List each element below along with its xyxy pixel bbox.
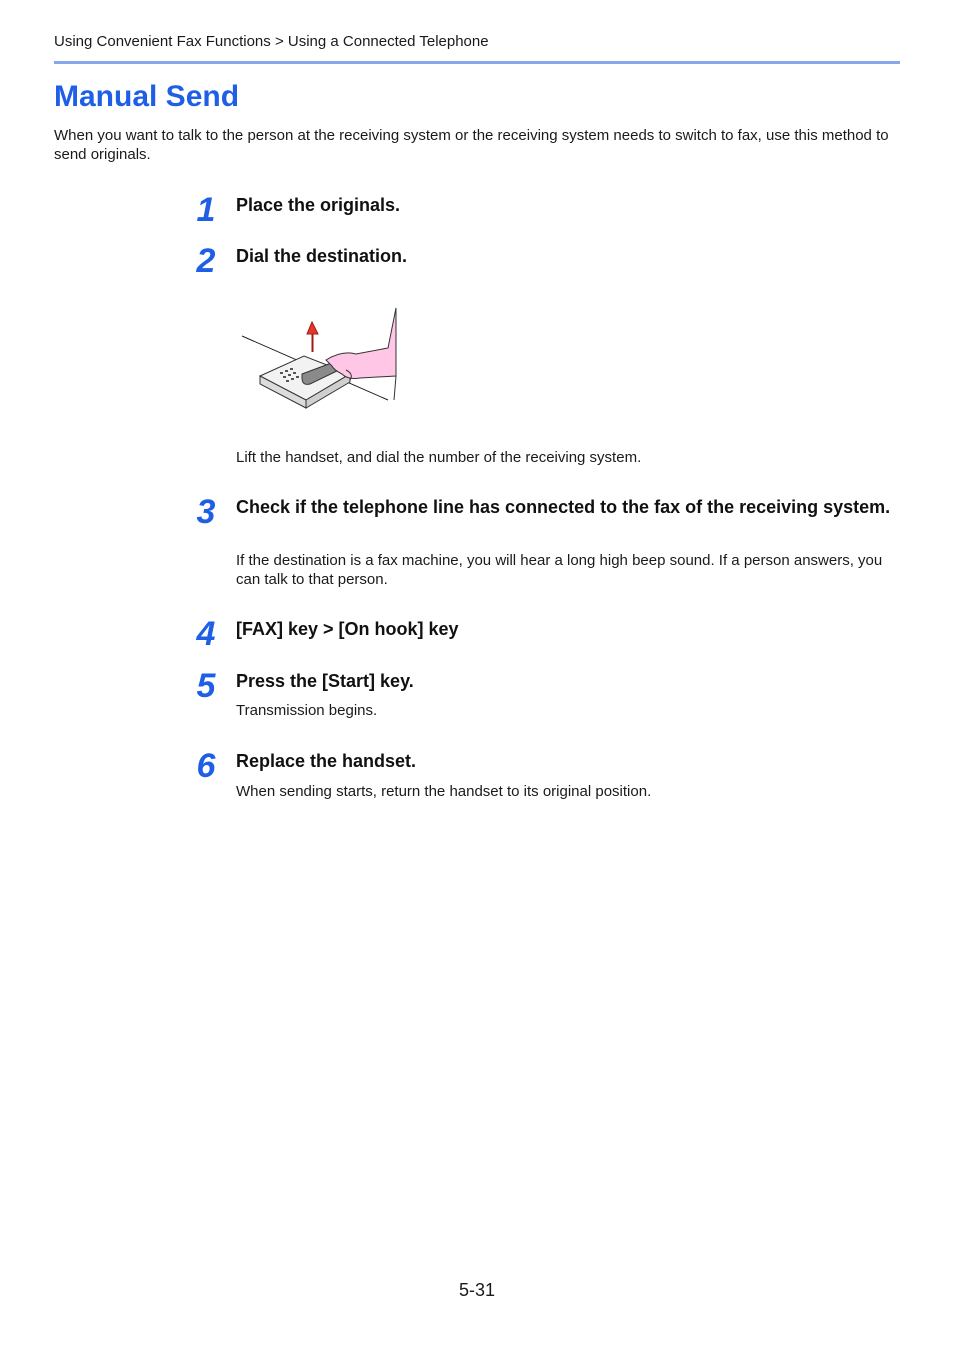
step-5-title: Press the [Start] key. (236, 671, 414, 691)
page-title: Manual Send (54, 80, 240, 113)
step-2-title: Dial the destination. (236, 246, 408, 266)
step-2-text: Lift the handset, and dial the number of the receiving system. (236, 449, 642, 466)
step-3-text: If the destination is a fax machine, you will hear a long high beep sound. If a person answers, you can talk to that person. (236, 552, 883, 588)
page-number: 5-31 (458, 1280, 496, 1300)
step-4-title: [FAX] key > [On hook] key (236, 619, 459, 639)
step-5-text: Transmission begins. (236, 702, 378, 719)
step-1-number: 1 (196, 191, 216, 229)
step-3-title: Check if the telephone line has connected to the fax of the receiving system. (236, 497, 891, 517)
breadcrumb: Using Convenient Fax Functions > Using a Connected Telephone (54, 33, 489, 50)
step-6-text: When sending starts, return the handset to its original position. (236, 783, 652, 800)
step-6-number: 6 (196, 747, 216, 785)
handset-lift-illustration (238, 304, 398, 414)
step-6-title: Replace the handset. (236, 751, 417, 771)
step-5-number: 5 (196, 667, 216, 705)
step-3-number: 3 (196, 493, 216, 531)
intro-paragraph: When you want to talk to the person at the receiving system or the receiving system needs to switch to fax, use this method to send originals. (54, 127, 889, 163)
step-4-number: 4 (196, 615, 216, 653)
step-2-number: 2 (196, 242, 216, 280)
step-1-title: Place the originals. (236, 195, 401, 215)
header-divider (54, 61, 900, 64)
